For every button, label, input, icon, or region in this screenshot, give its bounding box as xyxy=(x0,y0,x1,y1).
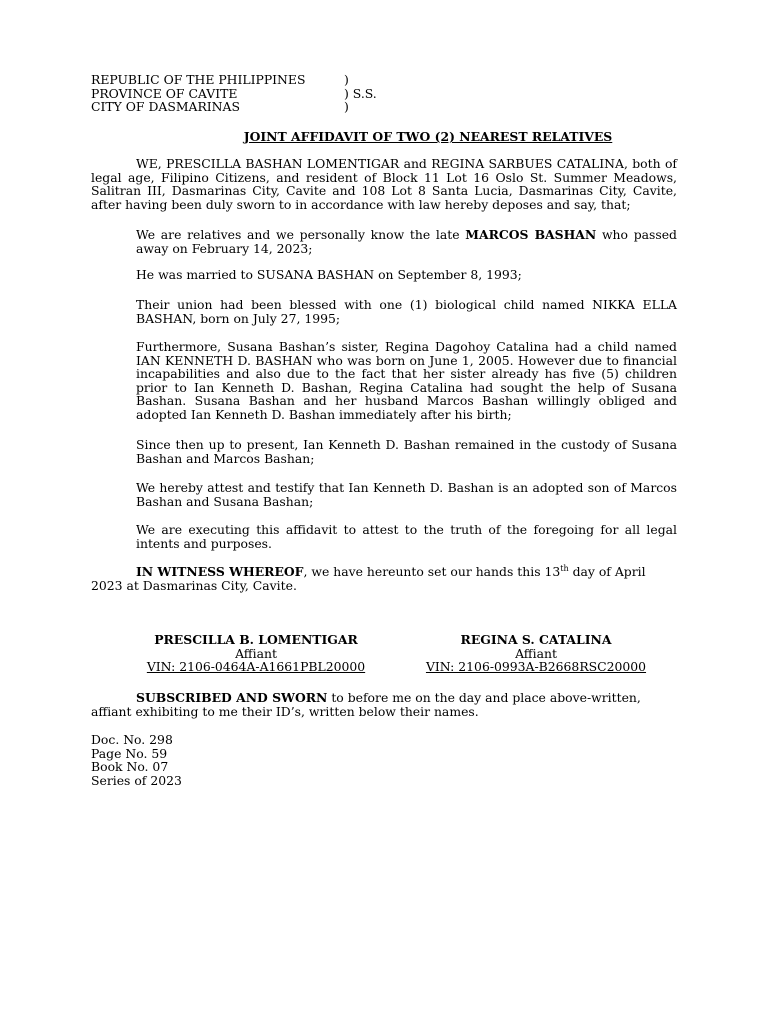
para1-after: who passed away on February 14, 2023; xyxy=(136,227,677,256)
signature-block-affiant-1 xyxy=(120,633,392,674)
witness-paragraph xyxy=(91,565,677,592)
venue-province: PROVINCE OF CAVITE xyxy=(91,85,238,101)
affiant-name: REGINA S. CATALINA xyxy=(460,632,612,647)
venue-bracket: ) xyxy=(344,72,349,87)
paragraph-adoption: Furthermore, Susana Bashan’s sister, Regina Dagohoy Catalina had a child named IAN KENNETH D. BASHAN who was born on June 1, 2005. However due to financial incapabilities and also due to the fact that her sister already has five (5) children prior to Ian Kenneth D. Bashan, Regina Catalina had sought the help of Susana Bashan. Susana Bashan and her husband Marcos Bashan willingly obliged and adopted Ian Kenneth D. Bashan immediately after his birth; xyxy=(136,339,677,422)
paragraph-marriage: He was married to SUSANA BASHAN on September 8, 1993; xyxy=(136,267,522,282)
affiant-role: Affiant xyxy=(515,645,557,661)
affiant-vin: VIN: 2106-0993A-B2668RSC20000 xyxy=(425,659,647,675)
jurat-label: SUBSCRIBED AND SWORN xyxy=(136,690,328,705)
deceased-name: MARCOS BASHAN xyxy=(465,227,597,242)
paragraph-relatives xyxy=(136,228,677,255)
jurat-paragraph xyxy=(91,691,677,718)
witness-label: IN WITNESS WHEREOF xyxy=(136,564,304,579)
series-year: Series of 2023 xyxy=(91,772,182,788)
affiant-name: PRESCILLA B. LOMENTIGAR xyxy=(154,632,358,647)
paragraph-purpose: We are executing this affidavit to attest to the truth of the foregoing for all legal intents and purposes. xyxy=(136,522,677,551)
para1-before: We are relatives and we personally know the late xyxy=(136,227,466,242)
venue-republic: REPUBLIC OF THE PHILIPPINES xyxy=(91,72,306,87)
signature-block-affiant-2 xyxy=(400,633,672,674)
venue-line xyxy=(91,87,377,101)
venue-city: CITY OF DASMARINAS xyxy=(91,99,240,114)
paragraph-custody: Since then up to present, Ian Kenneth D. Bashan remained in the custody of Susana Bashan and Marcos Bashan; xyxy=(136,437,677,466)
venue-ss: ) S.S. xyxy=(344,85,377,101)
venue-line xyxy=(91,100,377,114)
affiant-vin: VIN: 2106-0464A-A1661PBL20000 xyxy=(146,659,366,675)
venue-bracket: ) xyxy=(344,99,349,114)
witness-date-place: day of April 2023 at Dasmarinas City, Cavite. xyxy=(91,564,646,593)
book-number: Book No. 07 xyxy=(91,759,169,775)
page-number: Page No. 59 xyxy=(91,745,168,761)
intro-text: WE, PRESCILLA BASHAN LOMENTIGAR and REGINA SARBUES CATALINA, both of legal age, Filipino Citizens, and resident of Block 11 Lot 16 Oslo St. Summer Meadows, Salitran III, Dasmarinas City, Cavite and 108 Lot 8 Santa Lucia, Dasmarinas City, Cavite, after having been duly sworn to in accordance with law hereby deposes and say, that; xyxy=(91,156,677,212)
intro-paragraph xyxy=(91,157,677,211)
witness-superscript: th xyxy=(560,564,569,573)
paragraph-attestation: We hereby attest and testify that Ian Kenneth D. Bashan is an adopted son of Marcos Bashan and Susana Bashan; xyxy=(136,480,677,509)
affiant-role: Affiant xyxy=(235,645,277,661)
doc-number: Doc. No. 298 xyxy=(91,732,173,747)
venue-line xyxy=(91,73,377,87)
notarial-record xyxy=(91,733,182,787)
witness-text: , we have hereunto set our hands this 13 xyxy=(303,564,561,579)
jurat-text: to before me on the day and place above-written, affiant exhibiting to me their ID’s, written below their names. xyxy=(91,690,641,719)
venue-header xyxy=(91,73,377,114)
document-title: JOINT AFFIDAVIT OF TWO (2) NEAREST RELATIVES xyxy=(243,129,613,144)
paragraph-biological-child: Their union had been blessed with one (1) biological child named NIKKA ELLA BASHAN, born on July 27, 1995; xyxy=(136,297,677,326)
